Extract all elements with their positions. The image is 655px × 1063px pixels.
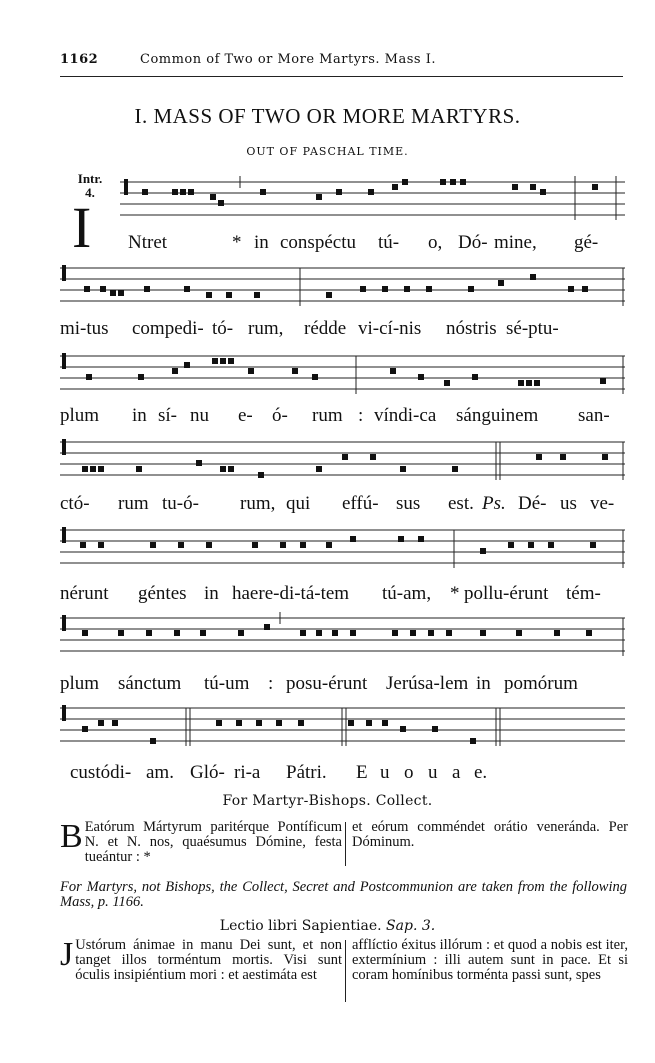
lesson-left-text: Ustórum ánimae in manu Dei sunt, et non tanget illos torméntum mortis. Visi sunt óculis insipiéntium mori : et aestimáta est xyxy=(75,937,342,983)
syllable: sé-ptu- xyxy=(506,318,559,339)
collect-left-text: Eatórum Mártyrum paritérque Pontíficum N. et N. nos, quaésumus Dómine, festa tueántur : * xyxy=(84,819,342,865)
syllable: u xyxy=(428,762,438,783)
syllable: o, xyxy=(428,232,443,253)
syllable: in xyxy=(476,673,491,694)
syllable: ó- xyxy=(272,405,288,426)
syllable: mine, xyxy=(494,232,537,253)
syllable: effú- xyxy=(342,493,379,514)
lesson-right-column: afflíctio éxitus illórum : et quod a nobis est iter, extermínium : illi autem sunt in pace. Et si coram homínibus torménta passi sunt, spes xyxy=(352,937,628,983)
running-header xyxy=(60,52,623,74)
syllable: tú-am, xyxy=(382,583,432,604)
syllable: Gló- xyxy=(190,762,225,783)
lesson-heading xyxy=(0,918,655,934)
syllable: sánguinem xyxy=(456,405,539,426)
syllable: in xyxy=(132,405,147,426)
syllable: Ntret xyxy=(128,232,168,253)
chant-staff-6 xyxy=(60,612,625,658)
staff-1-svg xyxy=(120,176,625,226)
staff-3-svg xyxy=(60,350,625,400)
syllable: sánctum xyxy=(118,673,182,694)
lyrics-line-5 xyxy=(60,583,625,607)
syllable: rédde xyxy=(304,318,347,339)
column-divider xyxy=(345,822,346,866)
syllable: tó- xyxy=(212,318,234,339)
chant-staff-7 xyxy=(60,702,625,748)
syllable: ve- xyxy=(590,493,615,514)
syllable: est. xyxy=(448,493,474,514)
collect-initial: B xyxy=(60,818,83,855)
syllable: plum xyxy=(60,405,100,426)
syllable: gé- xyxy=(574,232,599,253)
syllable: tu-ó- xyxy=(162,493,199,514)
syllable: Jerúsa-lem xyxy=(386,673,469,694)
chant-staff-3 xyxy=(60,350,625,396)
chant-staff-5 xyxy=(60,524,625,570)
syllable: custódi- xyxy=(70,762,132,783)
syllable: Pátri. xyxy=(286,762,327,783)
introit-initial: I xyxy=(72,195,92,260)
rubric-note: For Martyrs, not Bishops, the Collect, Secret and Postcommunion are taken from the following Mass, p. 1166. xyxy=(60,879,627,910)
syllable: ctó- xyxy=(60,493,90,514)
syllable: conspéctu xyxy=(280,232,356,253)
psalm-marker: Ps. xyxy=(482,493,506,514)
syllable: E xyxy=(356,762,368,783)
syllable: Dé- xyxy=(518,493,547,514)
syllable: e- xyxy=(238,405,253,426)
syllable: tú- xyxy=(378,232,400,253)
staff-6-svg xyxy=(60,612,625,662)
lyrics-line-6 xyxy=(60,673,625,697)
syllable: us xyxy=(560,493,577,514)
lyrics-line-3 xyxy=(60,405,625,429)
staff-4-svg xyxy=(60,436,625,486)
syllable: Dó- xyxy=(458,232,488,253)
syllable: rum, xyxy=(240,493,276,514)
staff-2-svg xyxy=(60,262,625,312)
syllable: mi-tus xyxy=(60,318,109,339)
chant-staff-4 xyxy=(60,436,625,482)
syllable: plum xyxy=(60,673,100,694)
lyrics-line-2 xyxy=(60,318,625,342)
lyrics-line-1 xyxy=(128,232,625,256)
syllable: tém- xyxy=(566,583,601,604)
syllable: haere-di-tá-tem xyxy=(232,583,350,604)
lesson-initial: J xyxy=(60,936,74,973)
collect-heading: For Martyr-Bishops. Collect. xyxy=(222,793,433,809)
syllable: ri-a xyxy=(234,762,261,783)
running-title: Common of Two or More Martyrs. Mass I. xyxy=(140,52,436,67)
syllable: vi-cí-nis xyxy=(358,318,422,339)
lesson-heading-main: Lectio libri Sapientiae. xyxy=(219,918,382,934)
syllable: rum, xyxy=(248,318,284,339)
syllable: rum xyxy=(312,405,343,426)
syllable: géntes xyxy=(138,583,187,604)
syllable: san- xyxy=(578,405,610,426)
column-divider xyxy=(345,940,346,1002)
page-number: 1162 xyxy=(60,52,99,67)
syllable: o xyxy=(404,762,414,783)
syllable: am. xyxy=(146,762,174,783)
syllable: pollu-érunt xyxy=(464,583,549,604)
lesson-left-column xyxy=(60,938,342,983)
page-subtitle: OUT OF PASCHAL TIME. xyxy=(246,145,409,158)
collect-left-column xyxy=(60,820,342,865)
syllable: nóstris xyxy=(446,318,497,339)
syllable: : xyxy=(268,673,274,694)
lesson-heading-ref: Sap. 3. xyxy=(386,918,436,934)
lyrics-line-4 xyxy=(60,493,625,517)
syllable: nérunt xyxy=(60,583,109,604)
syllable: rum xyxy=(118,493,149,514)
lyrics-line-7 xyxy=(60,762,625,786)
page-title: I. MASS OF TWO OR MORE MARTYRS. xyxy=(134,104,521,128)
syllable: tú-um xyxy=(204,673,250,694)
syllable: compedi- xyxy=(132,318,204,339)
syllable: nu xyxy=(190,405,209,426)
syllable: e. xyxy=(474,762,488,783)
syllable: posu-érunt xyxy=(286,673,368,694)
syllable: a xyxy=(452,762,461,783)
collect-right-column: et eórum comméndet orátio veneránda. Per Dóminum. xyxy=(352,819,628,850)
introit-label-text: Intr. xyxy=(77,171,103,186)
syllable: : xyxy=(358,405,364,426)
syllable: in xyxy=(204,583,219,604)
staff-5-svg xyxy=(60,524,625,574)
syllable: sus xyxy=(396,493,421,514)
staff-7-svg xyxy=(60,702,625,752)
syllable: in xyxy=(254,232,269,253)
chant-staff-1 xyxy=(120,176,625,222)
introit-mode: 4. xyxy=(85,185,95,200)
syllable: * xyxy=(450,583,460,604)
syllable: * xyxy=(232,232,242,253)
syllable: víndi-ca xyxy=(374,405,437,426)
syllable: pomórum xyxy=(504,673,578,694)
syllable: u xyxy=(380,762,390,783)
syllable: qui xyxy=(286,493,311,514)
chant-staff-2 xyxy=(60,262,625,308)
header-rule xyxy=(60,76,623,77)
syllable: sí- xyxy=(158,405,177,426)
